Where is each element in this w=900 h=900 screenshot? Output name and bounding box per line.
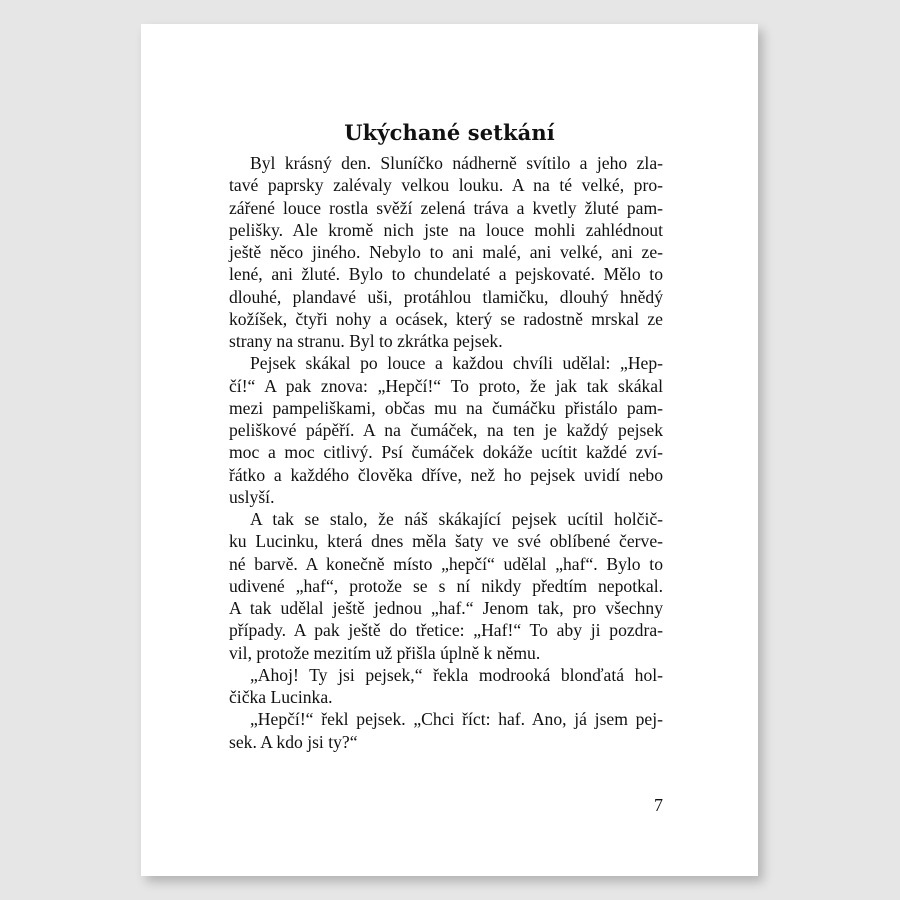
text-line: uslyší. xyxy=(229,486,275,507)
text-line: dlouhé, plandavé uši, protáhlou tlamičku, dlouhý hnědý xyxy=(229,286,663,307)
text-line: moc a moc citlivý. Psí čumáček dokáže ucítit každé zví- xyxy=(229,442,663,463)
page-number: 7 xyxy=(654,795,663,815)
text-line: vil, protože mezitím už přišla úplně k němu. xyxy=(229,642,541,663)
text-line: lené, ani žluté. Bylo to chundelaté a pejskovaté. Mělo to xyxy=(229,264,663,285)
text-line: případy. A pak ještě do třetice: „Haf!“ To aby ji pozdra- xyxy=(229,620,663,641)
text-line: peliškové pápěří. A na čumáček, na ten je každý pejsek xyxy=(229,420,663,440)
text-line: udivené „haf“, protože se s ní nikdy předtím nepotkal. xyxy=(229,575,663,596)
text-line: né barvě. A konečně místo „hepčí“ udělal „haf“. Bylo to xyxy=(229,553,663,574)
text-line: A tak udělal ještě jednou „haf.“ Jenom tak, pro všechny xyxy=(229,598,663,618)
text-line: řátko a každého člověka dříve, než ho pejsek uvidí nebo xyxy=(229,464,663,485)
text-line: „Hepčí!“ řekl pejsek. „Chci říct: haf. Ano, já jsem pej- xyxy=(250,709,663,730)
text-line: mezi pampeliškami, občas mu na čumáčku přistálo pam- xyxy=(229,397,663,418)
text-line: zářené louce rostla svěží zelená tráva a kvetly žluté pam- xyxy=(229,197,663,218)
text-line: ještě něco jiného. Nebylo to ani malé, ani velké, ani ze- xyxy=(229,242,663,262)
text-line: sek. A kdo jsi ty?“ xyxy=(229,731,358,752)
text-line: ku Lucinku, která dnes měla šaty ve své oblíbené červe- xyxy=(229,531,663,552)
text-line: A tak se stalo, že náš skákající pejsek ucítil holčič- xyxy=(250,509,663,529)
text-line: kožíšek, čtyři nohy a ocásek, který se radostně mrskal ze xyxy=(229,308,663,329)
text-line: Pejsek skákal po louce a každou chvíli udělal: „Hep- xyxy=(250,353,663,374)
text-line: čí!“ A pak znova: „Hepčí!“ To proto, že jak tak skákal xyxy=(229,375,663,396)
text-line: strany na stranu. Byl to zkrátka pejsek. xyxy=(229,331,503,351)
text-line: pelišky. Ale kromě nich jste na louce mohli zahlédnout xyxy=(229,219,663,240)
text-line: „Ahoj! Ty jsi pejsek,“ řekla modrooká blonďatá hol- xyxy=(250,664,663,685)
text-line: čička Lucinka. xyxy=(229,687,333,707)
book-page xyxy=(141,24,758,876)
text-line: Byl krásný den. Sluníčko nádherně svítilo a jeho zla- xyxy=(250,153,663,173)
text-line: tavé paprsky zalévaly velkou louku. A na té velké, pro- xyxy=(229,175,663,196)
page-title: Ukýchané setkání xyxy=(344,120,555,145)
